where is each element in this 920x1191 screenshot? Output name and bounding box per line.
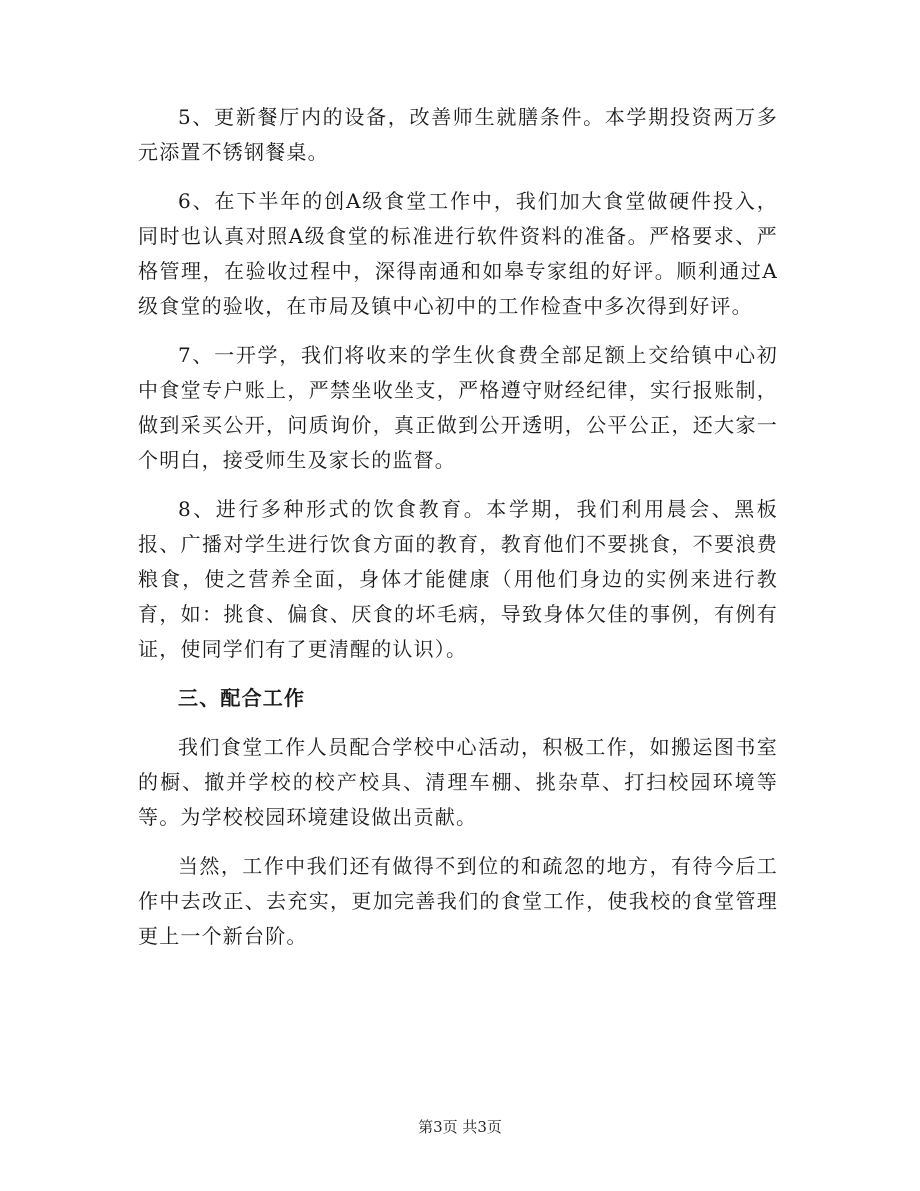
page-indicator: 第3页 共3页 bbox=[418, 1118, 502, 1136]
section-paragraph-conclusion: 当然，工作中我们还有做得不到位的和疏忽的地方，有待今后工作中去改正、去充实，更加完善我们的食堂工作，使我校的食堂管理更上一个新台阶。 bbox=[138, 854, 778, 948]
paragraph-item-5: 5、更新餐厅内的设备，改善师生就膳条件。本学期投资两万多元添置不锈钢餐桌。 bbox=[138, 105, 778, 164]
paragraph-item-6: 6、在下半年的创A级食堂工作中，我们加大食堂做硬件投入，同时也认真对照A级食堂的标准进行软件资料的准备。严格要求、严格管理，在验收过程中，深得南通和如皋专家组的好评。顺利通过A级食堂的验收，在市局及镇中心初中的工作检查中多次得到好评。 bbox=[138, 189, 778, 318]
document-body bbox=[138, 100, 778, 954]
section-heading: 三、配合工作 bbox=[178, 686, 306, 710]
paragraph-item-7: 7、一开学，我们将收来的学生伙食费全部足额上交给镇中心初中食堂专户账上，严禁坐收坐支，严格遵守财经纪律，实行报账制，做到采买公开，问质询价，真正做到公开透明，公平公正，还大家一个明白，接受师生及家长的监督。 bbox=[138, 343, 778, 472]
paragraph-item-8: 8、进行多种形式的饮食教育。本学期，我们利用晨会、黑板报、广播对学生进行饮食方面的教育，教育他们不要挑食，不要浪费粮食，使之营养全面，身体才能健康（用他们身边的实例来进行教育，如：挑食、偏食、厌食的坏毛病，导致身体欠佳的事例，有例有证，使同学们有了更清醒的认识）。 bbox=[138, 497, 778, 661]
section-paragraph-cooperation: 我们食堂工作人员配合学校中心活动，积极工作，如搬运图书室的橱、撤并学校的校产校具、清理车棚、挑杂草、打扫校园环境等等。为学校校园环境建设做出贡献。 bbox=[138, 735, 778, 829]
page-footer bbox=[0, 1116, 920, 1137]
